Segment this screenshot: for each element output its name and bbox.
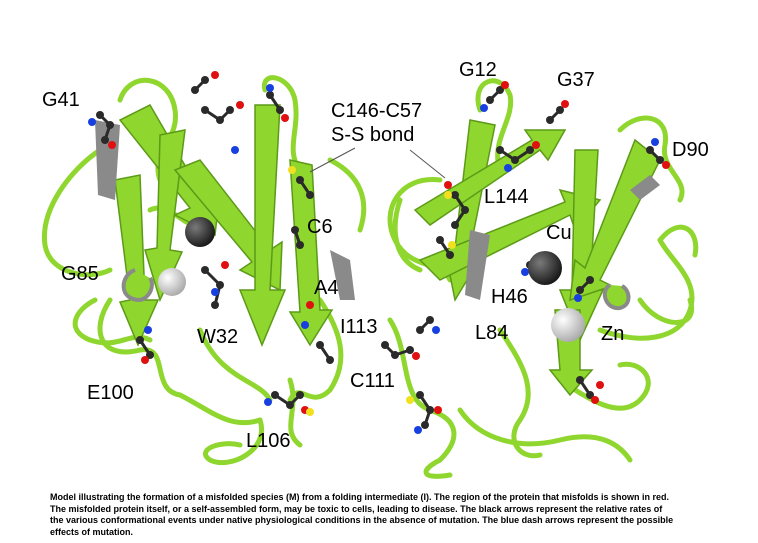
caption-line: effects of mutation.	[50, 526, 134, 537]
label-d90: D90	[672, 139, 709, 161]
label-g12: G12	[459, 59, 497, 81]
zn-metal-ion	[158, 268, 186, 296]
ss-bond-pointer-lines	[310, 148, 445, 178]
cu-metal-ion	[528, 251, 562, 285]
label-e100: E100	[87, 382, 134, 404]
zn-metal-ion	[551, 308, 585, 342]
label-i113: I113	[340, 316, 378, 338]
label-l144: L144	[484, 186, 529, 208]
beta-strand-arrow	[290, 160, 332, 345]
label-h46: H46	[491, 286, 528, 308]
right-monomer	[381, 81, 696, 476]
label-c111: C111	[350, 370, 395, 392]
label-g37: G37	[557, 69, 595, 91]
label-cu: Cu	[546, 222, 572, 244]
label-zn: Zn	[601, 323, 625, 345]
caption-line: The misfolded protein itself, or a self-assembled form, may be toxic to cells, leading to disease. The black arrows represent the relative rates of	[50, 503, 663, 514]
cu-metal-ion	[185, 217, 215, 247]
label-a4: A4	[314, 277, 339, 299]
helix-segment	[124, 270, 152, 300]
helix-segment	[605, 285, 629, 308]
label-g41: G41	[42, 89, 80, 111]
label-g85: G85	[61, 263, 99, 285]
caption-line: Model illustrating the formation of a misfolded species (M) from a folding intermediate (I). The region of the protein that misfolds is shown in red.	[50, 492, 670, 502]
figure-caption	[50, 492, 750, 538]
label-w32: W32	[197, 326, 239, 348]
label-c6: C6	[307, 216, 333, 238]
label-l106: L106	[246, 430, 291, 452]
label-l84: L84	[475, 322, 509, 344]
label-ss-bond-line1: C146-C57	[331, 100, 423, 122]
label-ss-bond-line2: S-S bond	[331, 124, 415, 146]
caption-line: the various conformational events under native physiological conditions in the absence of mutation. The blue dash arrows represent the possible	[50, 515, 674, 525]
